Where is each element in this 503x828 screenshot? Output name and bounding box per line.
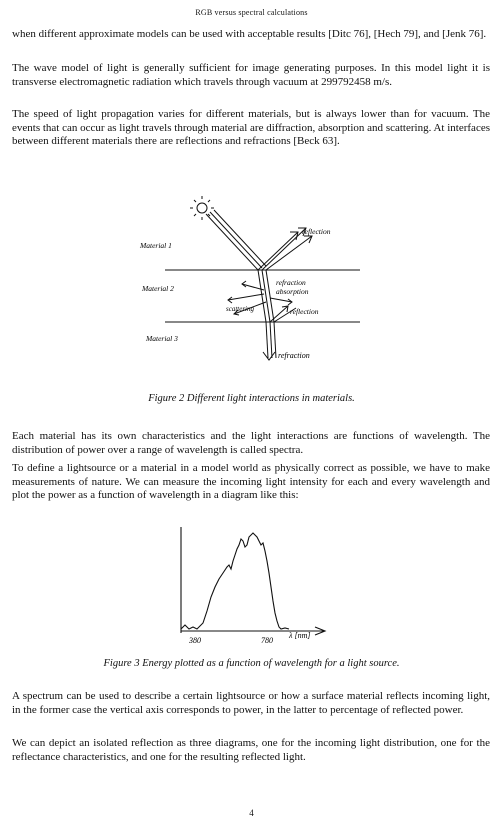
label-material-3: Material 3 <box>146 334 178 343</box>
sun-icon <box>197 203 207 213</box>
label-reflection-top: reflection <box>302 227 331 236</box>
label-scattering: scattering <box>226 305 254 313</box>
figure-3-caption: Figure 3 Energy plotted as a function of wavelength for a light source. <box>103 658 400 669</box>
figure-2-caption: Figure 2 Different light interactions in materials. <box>148 393 355 404</box>
label-material-1: Material 1 <box>140 241 172 250</box>
tick-label-380: 380 <box>189 636 201 645</box>
paragraph-4: Each material has its own characteristics and the light interactions are functions of wavelength. The distribution of power over a range of wavelength is called spectra. <box>12 430 490 456</box>
paragraph-3: The speed of light propagation varies for different materials, but is always lower than for vacuum. The events that can occur as light travels through material are diffraction, absorption and scattering. At interfaces between different materials there are reflections and refractions [Beck 63]. <box>12 108 490 148</box>
label-absorption: absorption <box>276 287 309 296</box>
label-refraction-absorption <box>276 278 309 296</box>
label-refraction: refraction <box>276 278 306 287</box>
tick-label-780: 780 <box>261 636 273 645</box>
paragraph-7: We can depict an isolated reflection as three diagrams, one for the incoming light distribution, one for the reflectance characteristics, and one for the resulting reflected light. <box>12 737 490 763</box>
label-material-2: Material 2 <box>142 284 174 293</box>
paragraph-1: when different approximate models can be used with acceptable results [Ditc 76], [Hech 79], and [Jenk 76]. <box>12 28 487 40</box>
page-number: 4 <box>249 808 254 818</box>
paragraph-5: To define a lightsource or a material in a model world as physically correct as possible, we have to make measurements of nature. We can measure the incoming light intensity for each and every wavelength and plot the power as a function of wavelength in a diagram like this: <box>12 462 490 502</box>
figure-2-diagram <box>130 190 380 390</box>
running-header: RGB versus spectral calculations <box>195 8 308 17</box>
paragraph-6: A spectrum can be used to describe a certain lightsource or how a surface material reflects incoming light, in the former case the vertical axis corresponds to power, in the latter to percentage of reflected power. <box>12 690 490 716</box>
figure-3-plot <box>165 525 345 650</box>
label-refraction-bottom: refraction <box>278 351 310 360</box>
paragraph-2: The wave model of light is generally sufficient for image generating purposes. In this model light it is transverse electromagnetic radiation which travels through vacuum at 299792458 m/s. <box>12 62 490 88</box>
x-axis-label: λ [nm] <box>289 631 311 640</box>
label-reflection-mid: reflection <box>290 307 319 316</box>
